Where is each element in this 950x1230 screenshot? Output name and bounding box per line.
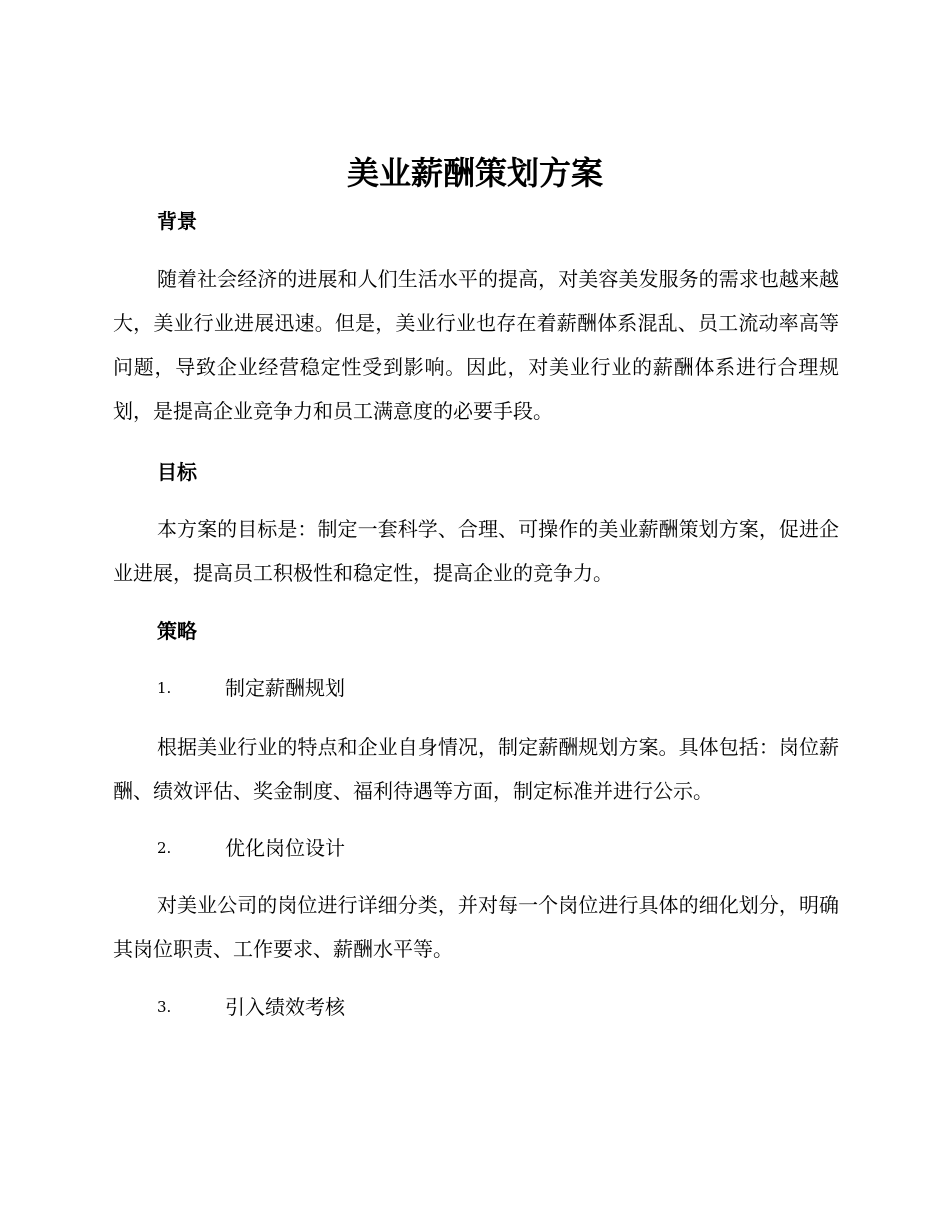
strategy-item-1-paragraph: 根据美业行业的特点和企业自身情况，制定薪酬规划方案。具体包括：岗位薪酬、绩效评估、奖金制度、福利待遇等方面，制定标准并进行公示。 xyxy=(113,735,839,803)
strategy-item-2-paragraph: 对美业公司的岗位进行详细分类，并对每一个岗位进行具体的细化划分，明确其岗位职责、工作要求、薪酬水平等。 xyxy=(113,893,839,961)
section-heading-background: 背景 xyxy=(157,209,197,233)
strategy-item-1 xyxy=(157,674,345,702)
item-title: 制定薪酬规划 xyxy=(225,676,345,700)
goal-paragraph: 本方案的目标是：制定一套科学、合理、可操作的美业薪酬策划方案，促进企业进展，提高员工积极性和稳定性，提高企业的竞争力。 xyxy=(113,517,839,585)
item-title: 引入绩效考核 xyxy=(225,995,345,1019)
background-paragraph: 随着社会经济的进展和人们生活水平的提高，对美容美发服务的需求也越来越大，美业行业进展迅速。但是，美业行业也存在着薪酬体系混乱、员工流动率高等问题，导致企业经营稳定性受到影响。因此，对美业行业的薪酬体系进行合理规划，是提高企业竞争力和员工满意度的必要手段。 xyxy=(113,267,839,423)
item-title: 优化岗位设计 xyxy=(225,836,345,860)
strategy-item-2 xyxy=(157,834,345,862)
item-number: 2. xyxy=(157,839,172,857)
strategy-item-3 xyxy=(157,993,345,1021)
section-heading-goal: 目标 xyxy=(157,460,197,484)
item-number: 1. xyxy=(157,679,172,697)
section-heading-strategy: 策略 xyxy=(157,619,197,643)
item-number: 3. xyxy=(157,998,172,1016)
document-title: 美业薪酬策划方案 xyxy=(346,154,603,192)
